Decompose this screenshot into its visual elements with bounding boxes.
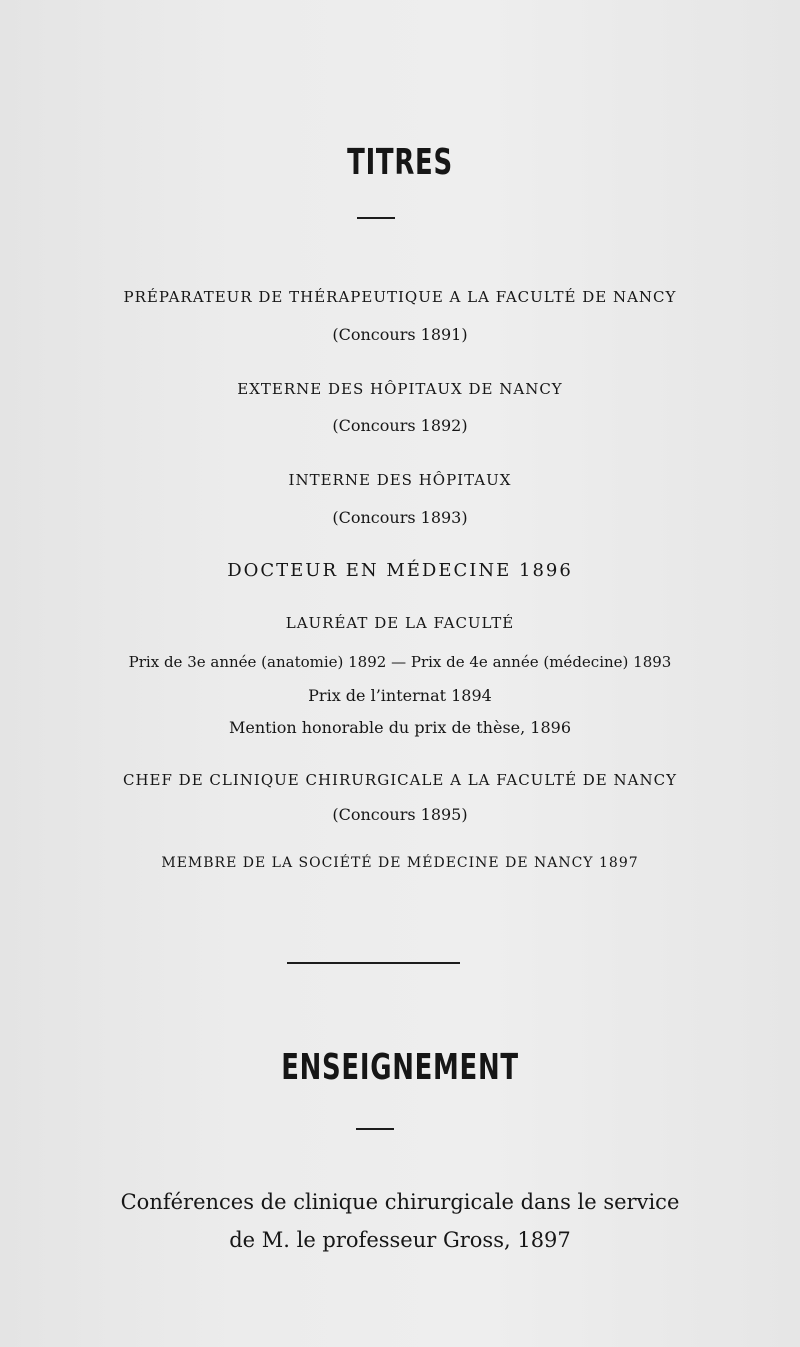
titres-heading: TITRES (347, 142, 453, 183)
entry-docteur: DOCTEUR EN MÉDECINE 1896 (227, 560, 573, 581)
entry-interne: INTERNE DES HÔPITAUX (288, 471, 512, 489)
entry-chef-clinique: CHEF DE CLINIQUE CHIRURGICALE A LA FACULTÉ DE NANCY (123, 771, 677, 789)
entry-membre: MEMBRE DE LA SOCIÉTÉ DE MÉDECINE DE NANCY 1897 (161, 855, 639, 871)
entry-preparateur: PRÉPARATEUR DE THÉRAPEUTIQUE A LA FACULTÉ DE NANCY (123, 288, 677, 306)
entry-laureat: LAURÉAT DE LA FACULTÉ (285, 614, 515, 632)
enseignement-rule (356, 1128, 394, 1130)
entry-concours-1892: (Concours 1892) (332, 416, 468, 435)
enseignement-heading: ENSEIGNEMENT (281, 1047, 519, 1088)
entry-prix-internat: Prix de l’internat 1894 (308, 686, 492, 705)
entry-concours-1893: (Concours 1893) (332, 508, 468, 527)
entry-concours-1891: (Concours 1891) (332, 325, 468, 344)
entry-mention: Mention honorable du prix de thèse, 1896 (228, 718, 572, 737)
entry-concours-1895: (Concours 1895) (332, 805, 468, 824)
enseignement-line-2: de M. le professeur Gross, 1897 (229, 1228, 571, 1252)
enseignement-line-1: Conférences de clinique chirurgicale dans le service (120, 1190, 680, 1214)
entry-externe: EXTERNE DES HÔPITAUX DE NANCY (237, 380, 563, 398)
entry-prix-annees: Prix de 3e année (anatomie) 1892 — Prix de 4e année (médecine) 1893 (128, 653, 672, 671)
titres-rule (357, 217, 395, 219)
section-divider (287, 962, 460, 964)
